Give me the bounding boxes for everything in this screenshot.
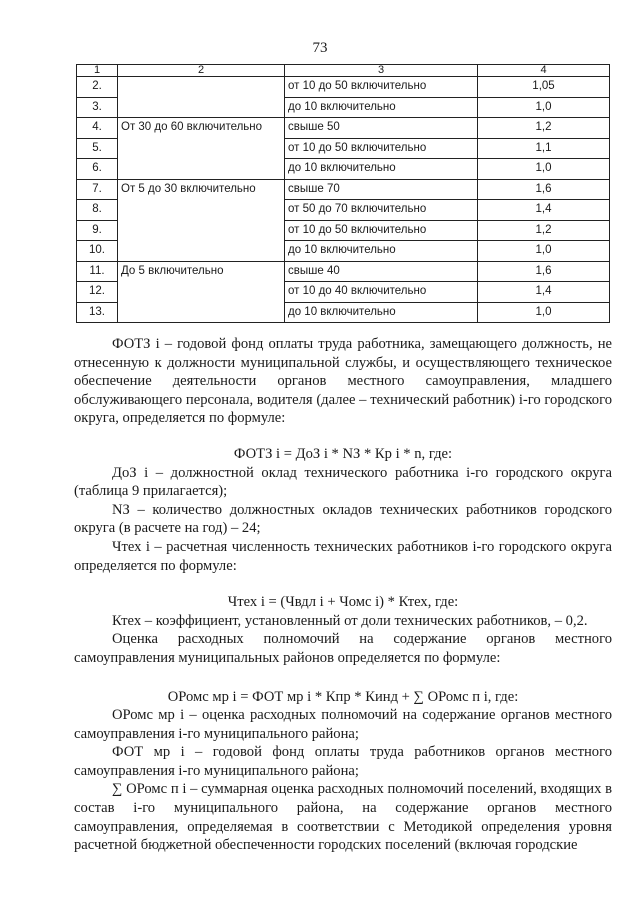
range-cell: от 10 до 50 включительно xyxy=(285,220,478,241)
row-number: 7. xyxy=(77,179,118,200)
range-cell: до 10 включительно xyxy=(285,97,478,118)
row-number: 5. xyxy=(77,138,118,159)
range-cell: свыше 40 xyxy=(285,261,478,282)
table-row xyxy=(77,179,610,200)
header-cell: 4 xyxy=(478,65,610,77)
row-number: 12. xyxy=(77,282,118,303)
coef-cell: 1,0 xyxy=(478,302,610,323)
row-number: 8. xyxy=(77,200,118,221)
range-cell: до 10 включительно xyxy=(285,159,478,180)
header-cell: 2 xyxy=(118,65,285,77)
row-number: 6. xyxy=(77,159,118,180)
range-cell: от 50 до 70 включительно xyxy=(285,200,478,221)
coef-cell: 1,2 xyxy=(478,118,610,139)
paragraph-sum-oroms: ∑ ОРомс п i – суммарная оценка расходных полномочий поселений, входящих в состав i-го муниципального района, на содержание органов местного самоуправления, определяемая в соответствии с Методикой определения уровня расчетной бюджетной обеспеченности городских поселений (включая городские xyxy=(74,781,612,854)
body-text xyxy=(74,335,612,855)
group-cell xyxy=(118,77,285,118)
page-number: 73 xyxy=(312,40,328,56)
paragraph-assessment: Оценка расходных полномочий на содержание органов местного самоуправления муниципальных районов определяется по формуле: xyxy=(74,631,612,666)
coef-cell: 1,05 xyxy=(478,77,610,98)
range-cell: от 10 до 50 включительно xyxy=(285,138,478,159)
range-cell: свыше 70 xyxy=(285,179,478,200)
paragraph-fot-mr: ФОТ мр i – годовой фонд оплаты труда работников органов местного самоуправления i-го муниципального района; xyxy=(74,744,612,779)
coef-cell: 1,2 xyxy=(478,220,610,241)
coef-cell: 1,1 xyxy=(478,138,610,159)
coef-cell: 1,0 xyxy=(478,97,610,118)
row-number: 4. xyxy=(77,118,118,139)
table-row xyxy=(77,261,610,282)
coef-cell: 1,0 xyxy=(478,241,610,262)
coef-cell: 1,4 xyxy=(478,282,610,303)
coefficient-table xyxy=(76,64,610,323)
paragraph-nz: NЗ – количество должностных окладов технических работников городского округа (в расчете на год) – 24; xyxy=(74,501,612,537)
coef-cell: 1,4 xyxy=(478,200,610,221)
table-row xyxy=(77,118,610,139)
paragraph-oroms-mr: ОРомс мр i – оценка расходных полномочий на содержание органов местного самоуправления i-го муниципального района; xyxy=(74,707,612,742)
range-cell: до 10 включительно xyxy=(285,302,478,323)
formula-chteh: Чтех i = (Чвдл i + Чомс i) * Ктех, где: xyxy=(227,594,459,611)
paragraph-fotz: ФОТЗ i – годовой фонд оплаты труда работника, замещающего должность, не отнесенную к должности муниципальной службы, и осуществляющего техническое обеспечение деятельности органов местного самоуправления, младшего обслуживающего персонала, водителя (далее – технический работник) i-го городского округа, определяется по формуле: xyxy=(74,336,612,427)
paragraph-kteh: Ктех – коэффициент, установленный от доли технических работников, – 0,2. xyxy=(112,612,588,629)
row-number: 10. xyxy=(77,241,118,262)
row-number: 9. xyxy=(77,220,118,241)
formula-fotz: ФОТЗ i = ДоЗ i * NЗ * Кр i * n, где: xyxy=(233,445,453,462)
coef-cell: 1,6 xyxy=(478,261,610,282)
row-number: 13. xyxy=(77,302,118,323)
header-cell: 3 xyxy=(285,65,478,77)
range-cell: до 10 включительно xyxy=(285,241,478,262)
range-cell: от 10 до 40 включительно xyxy=(285,282,478,303)
paragraph-chteh: Чтех i – расчетная численность технических работников i-го городского округа определяется по формуле: xyxy=(74,538,612,574)
range-cell: от 10 до 50 включительно xyxy=(285,77,478,98)
table-row xyxy=(77,77,610,98)
group-cell: От 5 до 30 включительно xyxy=(118,179,285,261)
table-header-row xyxy=(77,65,610,77)
group-cell: До 5 включительно xyxy=(118,261,285,323)
range-cell: свыше 50 xyxy=(285,118,478,139)
row-number: 3. xyxy=(77,97,118,118)
row-number: 11. xyxy=(77,261,118,282)
row-number: 2. xyxy=(77,77,118,98)
header-cell: 1 xyxy=(77,65,118,77)
paragraph-doz: ДоЗ i – должностной оклад технического работника i-го городского округа (таблица 9 прилагается); xyxy=(74,464,612,500)
coef-cell: 1,6 xyxy=(478,179,610,200)
group-cell: От 30 до 60 включительно xyxy=(118,118,285,180)
formula-oroms: ОРомс мр i = ФОТ мр i * Кпр * Кинд + ∑ ОРомс п i, где: xyxy=(167,688,519,705)
coef-cell: 1,0 xyxy=(478,159,610,180)
